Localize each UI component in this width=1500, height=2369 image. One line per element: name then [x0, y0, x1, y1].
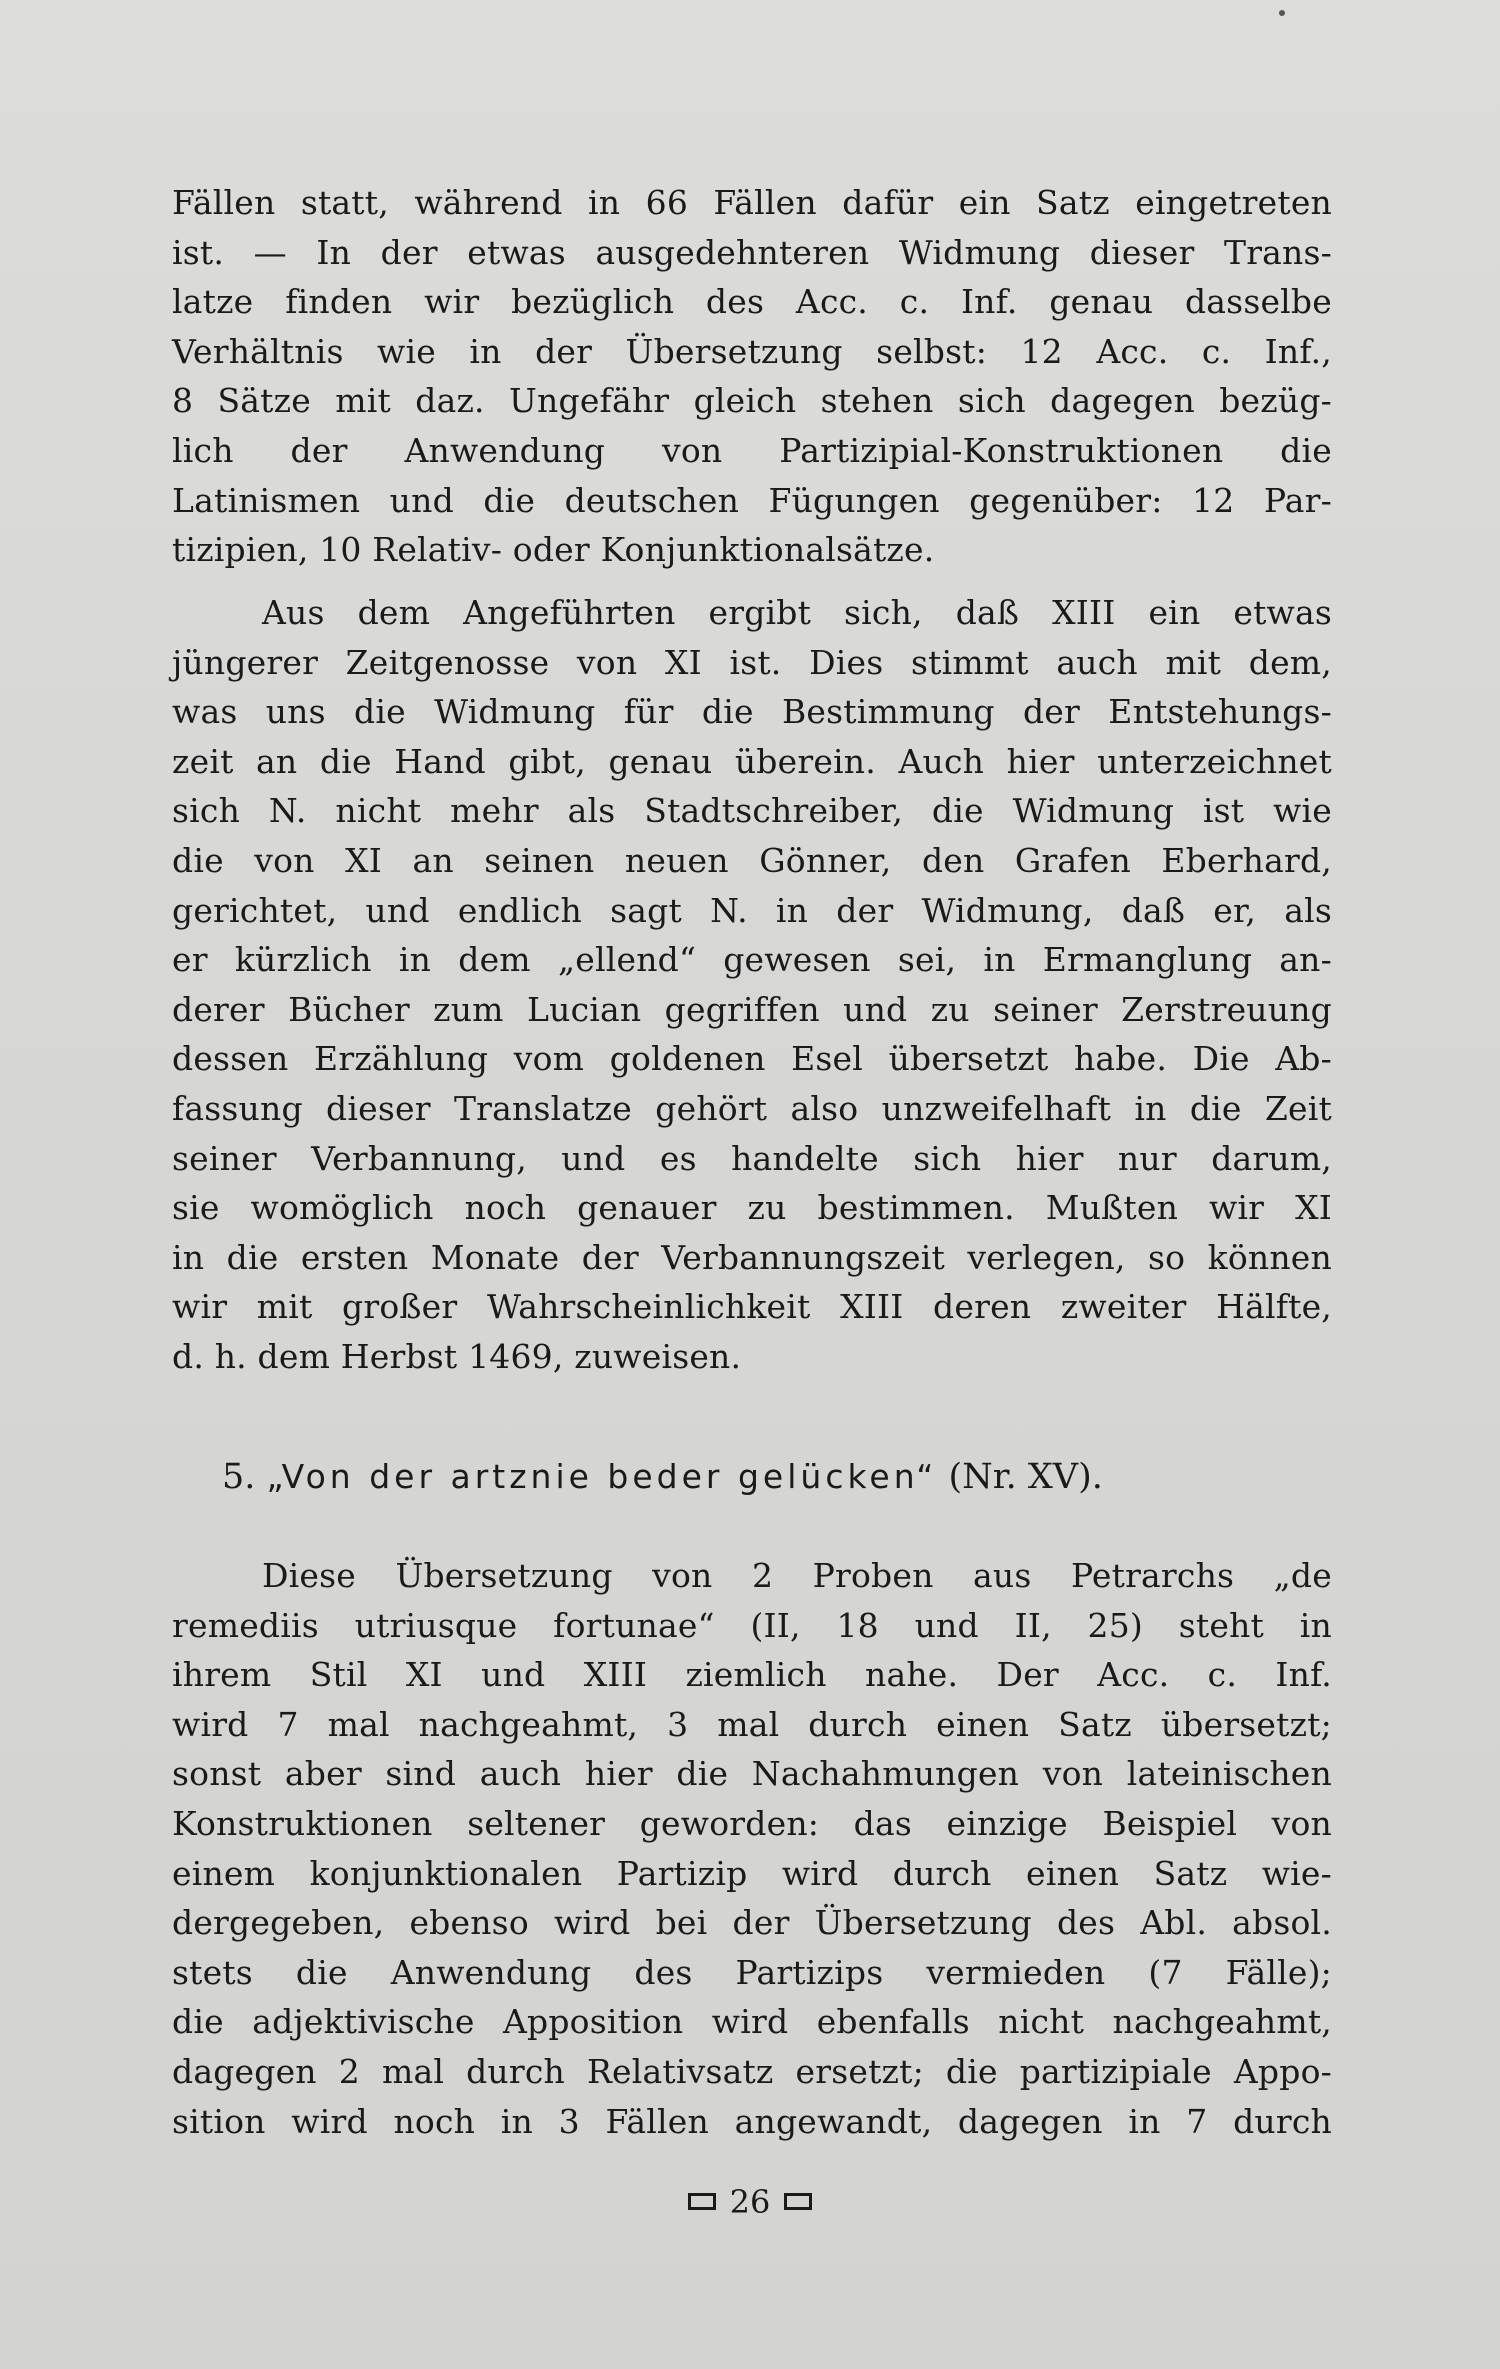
text-line: er kürzlich in dem „ellend“ gewesen sei, in Ermanglung an-: [172, 940, 1332, 980]
text-line: remediis utriusque fortunae“ (II, 18 und II, 25) steht in: [172, 1605, 1332, 1645]
text-line: die adjektivische Apposition wird ebenfalls nicht nachgeahmt,: [172, 2002, 1332, 2042]
text-line: dagegen 2 mal durch Relativsatz ersetzt; die partizipiale Appo-: [172, 2051, 1332, 2091]
text-line: einem konjunktionalen Partizip wird durch einen Satz wie-: [172, 1853, 1332, 1893]
text-line: fassung dieser Translatze gehört also unzweifelhaft in die Zeit: [172, 1088, 1332, 1128]
section-heading: [222, 1452, 1103, 1502]
text-line: dessen Erzählung vom goldenen Esel übersetzt habe. Die Ab-: [172, 1039, 1332, 1079]
text-line: wir mit großer Wahrscheinlichkeit XIII deren zweiter Hälfte,: [172, 1287, 1332, 1327]
ornament-box-left: [688, 2193, 716, 2210]
text-line: ist. — In der etwas ausgedehnteren Widmung dieser Trans-: [172, 232, 1332, 272]
text-line: derer Bücher zum Lucian gegriffen und zu seiner Zerstreuung: [172, 989, 1332, 1029]
text-line: latze finden wir bezüglich des Acc. c. Inf. genau dasselbe: [172, 282, 1332, 322]
page-number-value: 26: [729, 2183, 771, 2221]
text-line: Konstruktionen seltener geworden: das einzige Beispiel von: [172, 1803, 1332, 1843]
text-line: 8 Sätze mit daz. Ungefähr gleich stehen sich dagegen bezüg-: [172, 381, 1332, 421]
text-line: sich N. nicht mehr als Stadtschreiber, die Widmung ist wie: [172, 791, 1332, 831]
text-line: Aus dem Angeführten ergibt sich, daß XIII ein etwas: [262, 593, 1332, 632]
text-line: stets die Anwendung des Partizips vermieden (7 Fälle);: [172, 1952, 1332, 1992]
text-line: seiner Verbannung, und es handelte sich hier nur darum,: [172, 1138, 1332, 1178]
section-reference: (Nr. XV).: [948, 1457, 1103, 1497]
ornament-box-right: [784, 2193, 812, 2210]
text-line: Diese Übersetzung von 2 Proben aus Petrarchs „de: [262, 1556, 1332, 1595]
text-line: ihrem Stil XI und XIII ziemlich nahe. Der Acc. c. Inf.: [172, 1655, 1332, 1695]
text-line: d. h. dem Herbst 1469, zuweisen.: [172, 1336, 742, 1376]
text-line: die von XI an seinen neuen Gönner, den Grafen Eberhard,: [172, 840, 1332, 880]
text-line: sition wird noch in 3 Fällen angewandt, dagegen in 7 durch: [172, 2101, 1332, 2141]
paragraph-3: [172, 1551, 1332, 2146]
section-number: 5.: [222, 1457, 256, 1497]
text-line: Latinismen und die deutschen Fügungen gegenüber: 12 Par-: [172, 480, 1332, 520]
ink-speck: [1279, 10, 1285, 16]
text-line: was uns die Widmung für die Bestimmung der Entstehungs-: [172, 692, 1332, 732]
text-line: in die ersten Monate der Verbannungszeit verlegen, so können: [172, 1237, 1332, 1277]
text-line: zeit an die Hand gibt, genau überein. Auch hier unterzeichnet: [172, 741, 1332, 781]
text-line: tizipien, 10 Relativ- oder Konjunktionalsätze.: [172, 530, 935, 570]
page-number: [0, 2183, 1500, 2221]
text-line: gerichtet, und endlich sagt N. in der Widmung, daß er, als: [172, 890, 1332, 930]
paragraph-1: [172, 178, 1332, 575]
section-title: „Von der artznie beder gelücken“: [266, 1457, 938, 1496]
text-line: lich der Anwendung von Partizipial-Konstruktionen die: [172, 430, 1332, 470]
text-line: Verhältnis wie in der Übersetzung selbst: 12 Acc. c. Inf.,: [172, 331, 1332, 371]
text-line: Fällen statt, während in 66 Fällen dafür ein Satz eingetreten: [172, 183, 1332, 222]
text-line: wird 7 mal nachgeahmt, 3 mal durch einen Satz übersetzt;: [172, 1704, 1332, 1744]
text-line: sie womöglich noch genauer zu bestimmen. Mußten wir XI: [172, 1188, 1332, 1228]
text-line: jüngerer Zeitgenosse von XI ist. Dies stimmt auch mit dem,: [172, 642, 1332, 682]
text-line: sonst aber sind auch hier die Nachahmungen von lateinischen: [172, 1754, 1332, 1794]
text-line: dergegeben, ebenso wird bei der Übersetzung des Abl. absol.: [172, 1903, 1332, 1943]
paragraph-2: [172, 588, 1332, 1382]
